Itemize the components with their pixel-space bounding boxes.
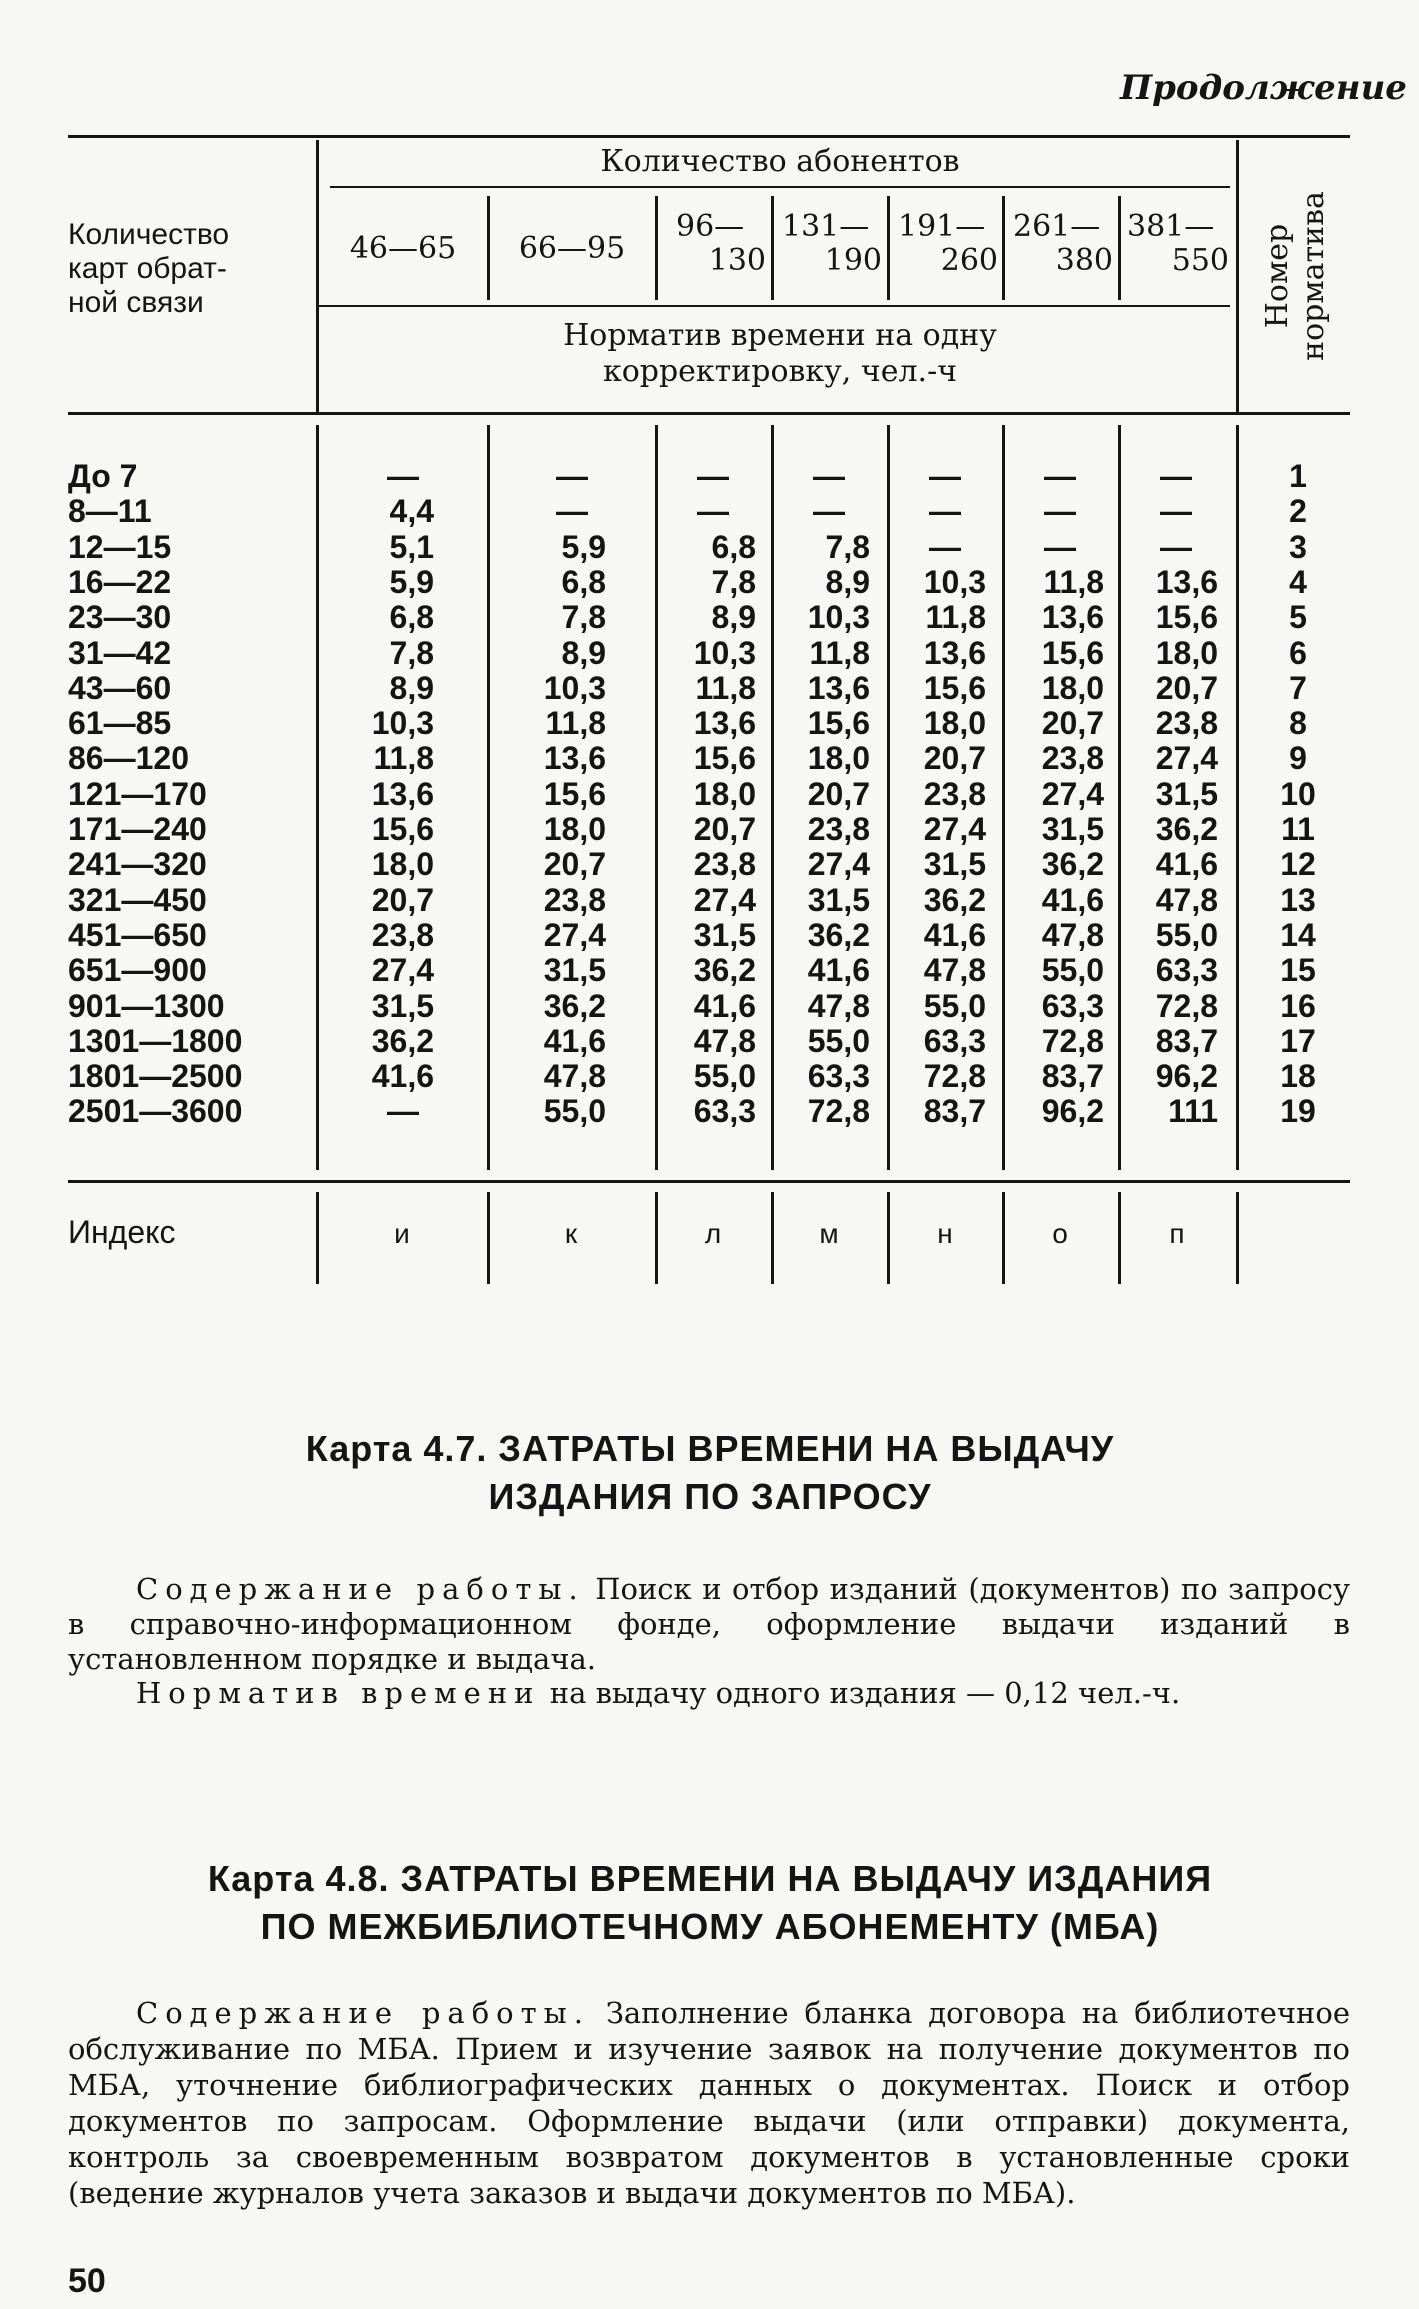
table-cell: 41,6	[807, 952, 870, 988]
col-rule	[316, 1192, 319, 1284]
table-cell: —	[556, 493, 588, 529]
table-cell: 55,0	[1041, 952, 1104, 988]
row-number: 5	[1289, 599, 1307, 635]
card47-title-line: Карта 4.7. ЗАТРАТЫ ВРЕМЕНИ НА ВЫДАЧУ	[305, 1428, 1115, 1469]
table-cell: —	[556, 458, 588, 494]
column-header-line: 191—	[898, 209, 986, 244]
table-cell: 7,8	[711, 564, 756, 600]
row-number: 11	[1281, 811, 1315, 847]
table-cell: 36,2	[1155, 811, 1218, 847]
table-cell: 18,0	[693, 776, 756, 812]
table-cell: 15,6	[807, 705, 870, 741]
col-rule	[1002, 1192, 1005, 1284]
table-cell: 15,6	[371, 811, 434, 847]
table-cell: 41,6	[543, 1023, 606, 1059]
table-cell: 63,3	[1155, 952, 1218, 988]
table-cell: 27,4	[543, 917, 606, 953]
table-cell: —	[1044, 493, 1076, 529]
table-cell: 96,2	[1041, 1093, 1104, 1129]
table-cell: 63,3	[807, 1058, 870, 1094]
row-number: 14	[1280, 917, 1316, 953]
row-number: 2	[1289, 493, 1307, 529]
table-cell: 18,0	[923, 705, 986, 741]
col-rule	[887, 196, 890, 300]
row-number: 16	[1280, 988, 1316, 1024]
table-cell: 11,8	[1043, 564, 1104, 600]
page-number: 50	[68, 2262, 106, 2300]
table-cell: —	[929, 458, 961, 494]
subheader-line: корректировку, чел.-ч	[602, 354, 958, 389]
table-cell: 5,9	[389, 564, 434, 600]
col-rule	[655, 1192, 658, 1284]
table-cell: 55,0	[693, 1058, 756, 1094]
table-cell: 47,8	[693, 1023, 756, 1059]
table-cell: —	[813, 458, 845, 494]
content-text: Поиск и отбор изданий (документов) по запросу в справочно-информационном фонде, оформление выдачи изданий в установленном порядке и выдача.	[68, 1572, 1351, 1676]
table-cell: 83,7	[1155, 1023, 1218, 1059]
number-header-line: норматива	[1296, 191, 1331, 361]
row-label: 171—240	[68, 811, 207, 847]
table-cell: 13,6	[923, 635, 986, 671]
table-cell: 6,8	[711, 529, 756, 565]
column-header-line: 190	[824, 243, 882, 278]
table-cell: 11,8	[695, 670, 756, 706]
table-cell: —	[697, 458, 729, 494]
row-label: 451—650	[68, 917, 207, 953]
table-cell: 10,3	[371, 705, 434, 741]
column-header-line: 66—95	[518, 231, 626, 266]
content-text: Заполнение бланка договора на библиотечное обслуживание по МБА. Прием и изучение заявок на получение документов по МБА, уточнение библиографических данных о документах. Поиск и отбор документов по запросам. Оформление выдачи (или отправки) документа, контроль за своевременным возвратом документов в установленные сроки (ведение журналов учета заказов и выдачи документов по МБА).	[68, 1996, 1350, 2210]
row-header-line: ной связи	[68, 286, 204, 319]
table-cell: 6,8	[561, 564, 606, 600]
table-cell: 55,0	[543, 1093, 606, 1129]
card47-norm	[68, 1676, 1350, 1711]
col-rule	[487, 196, 490, 300]
col-rule	[1118, 196, 1121, 300]
column-header-4	[776, 210, 882, 278]
table-cell: 10,3	[543, 670, 606, 706]
table-cell: 41,6	[693, 988, 756, 1024]
col-rule	[1118, 1192, 1121, 1284]
table-cell: 63,3	[1041, 988, 1104, 1024]
table-cell: 18,0	[807, 740, 870, 776]
table-cell: 96,2	[1155, 1058, 1218, 1094]
column-header-2	[492, 231, 652, 267]
group-header: Количество абонентов	[600, 144, 960, 179]
table-cell: 47,8	[807, 988, 870, 1024]
table-cell: 72,8	[807, 1093, 870, 1129]
index-cell: н	[937, 1218, 953, 1249]
row-number: 10	[1280, 776, 1316, 812]
row-label: 8—11	[68, 493, 152, 529]
row-label: 16—22	[68, 564, 172, 600]
table-cell: 20,7	[693, 811, 756, 847]
col-rule	[487, 1192, 490, 1284]
table-cell: 18,0	[543, 811, 606, 847]
row-label: 651—900	[68, 952, 207, 988]
table-cell: 6,8	[389, 599, 434, 635]
column-header-3	[660, 210, 766, 278]
card48-title	[100, 1855, 1320, 1951]
table-cell: —	[1160, 458, 1192, 494]
table-cell: —	[1044, 458, 1076, 494]
row-header-line: карт обрат-	[68, 252, 227, 285]
table-cell: 23,8	[371, 917, 434, 953]
table-cell: —	[929, 493, 961, 529]
table-cell: 13,6	[543, 740, 606, 776]
table-cell: 20,7	[923, 740, 986, 776]
table-cell: 31,5	[543, 952, 606, 988]
card47-content	[68, 1572, 1350, 1677]
row-header	[68, 218, 308, 320]
column-header-line: 130	[708, 243, 766, 278]
row-number: 6	[1289, 635, 1307, 671]
row-label: 1801—2500	[68, 1058, 243, 1094]
table-cell: 15,6	[1041, 635, 1104, 671]
table-cell: 13,6	[371, 776, 434, 812]
row-label: 86—120	[68, 740, 189, 776]
table-cell: 5,1	[389, 529, 434, 565]
table-cell: 20,7	[1155, 670, 1218, 706]
table-cell: 41,6	[371, 1058, 434, 1094]
table-cell: 27,4	[1041, 776, 1104, 812]
row-header-line: Количество	[68, 218, 230, 251]
index-cell: о	[1052, 1218, 1068, 1249]
row-label: 31—42	[68, 635, 172, 671]
column-header-line: 131—	[782, 209, 870, 244]
row-number: 3	[1289, 529, 1307, 565]
table-cell: 47,8	[1041, 917, 1104, 953]
table-cell: 55,0	[807, 1023, 870, 1059]
table-cell: 63,3	[693, 1093, 756, 1129]
row-number: 17	[1280, 1023, 1316, 1059]
table-cell: 31,5	[371, 988, 434, 1024]
table-cell: 8,9	[825, 564, 870, 600]
table-cell: 10,3	[693, 635, 756, 671]
table-cell: 11,8	[925, 599, 986, 635]
row-label: 43—60	[68, 670, 172, 706]
table-cell: 13,6	[1155, 564, 1218, 600]
table-cell: 83,7	[1041, 1058, 1104, 1094]
table-cell: 11,8	[545, 705, 606, 741]
row-label: 61—85	[68, 705, 172, 741]
table-cell: 13,6	[693, 705, 756, 741]
row-number: 19	[1280, 1093, 1316, 1129]
table-cell: 23,8	[807, 811, 870, 847]
table-cell: 63,3	[923, 1023, 986, 1059]
table-cell: 111	[1168, 1093, 1218, 1129]
table-cell: 8,9	[711, 599, 756, 635]
table-cell: 41,6	[1155, 846, 1218, 882]
number-column-header	[1242, 140, 1350, 412]
column-header-7	[1123, 210, 1229, 278]
table-cell: 23,8	[693, 846, 756, 882]
table-cell: 72,8	[1041, 1023, 1104, 1059]
col-rule	[316, 425, 319, 1170]
norm-lead: Норматив времени	[136, 1676, 541, 1710]
index-cell: л	[704, 1218, 722, 1249]
norm-text: на выдачу одного издания — 0,12 чел.-ч.	[549, 1676, 1181, 1710]
index-cell: п	[1169, 1218, 1185, 1249]
index-cell: м	[819, 1218, 839, 1249]
table-cell: 27,4	[693, 882, 756, 918]
table-cell: 36,2	[543, 988, 606, 1024]
row-number: 12	[1280, 846, 1316, 882]
col-rule	[1236, 140, 1239, 412]
column-header-line: 381—	[1127, 209, 1215, 244]
row-number: 1	[1289, 458, 1307, 494]
index-cell: и	[394, 1218, 410, 1249]
col-rule	[771, 1192, 774, 1284]
table-cell: 10,3	[807, 599, 870, 635]
column-header-line: 96—	[676, 209, 745, 244]
table-cell: 4,4	[389, 493, 434, 529]
col-rule	[487, 425, 490, 1170]
table-cell: 27,4	[807, 846, 870, 882]
table-cell: 23,8	[923, 776, 986, 812]
col-rule	[1236, 1192, 1239, 1284]
table-cell: 27,4	[923, 811, 986, 847]
table-cell: 72,8	[1155, 988, 1218, 1024]
table-cell: 47,8	[543, 1058, 606, 1094]
table-cell: 27,4	[371, 952, 434, 988]
table-cell: —	[929, 529, 961, 565]
col-rule	[1002, 196, 1005, 300]
table-cell: 8,9	[389, 670, 434, 706]
row-number: 4	[1289, 564, 1307, 600]
card48-content	[68, 1995, 1350, 2211]
table-cell: —	[1160, 529, 1192, 565]
row-label: 121—170	[68, 776, 207, 812]
table-subheader	[330, 318, 1230, 390]
table-cell: 7,8	[389, 635, 434, 671]
table-cell: 47,8	[923, 952, 986, 988]
column-header-6	[1007, 210, 1113, 278]
row-number: 9	[1289, 740, 1307, 776]
table-cell: 72,8	[923, 1058, 986, 1094]
table-cell: 36,2	[371, 1023, 434, 1059]
table-cell: 20,7	[543, 846, 606, 882]
row-number: 15	[1280, 952, 1316, 988]
table-cell: 23,8	[1041, 740, 1104, 776]
row-number: 18	[1280, 1058, 1316, 1094]
continuation-label: Продолжение	[1120, 68, 1407, 108]
table-cell: 7,8	[561, 599, 606, 635]
row-label: 1301—1800	[68, 1023, 243, 1059]
table-cell: 18,0	[1041, 670, 1104, 706]
table-cell: 15,6	[543, 776, 606, 812]
table-cell: 8,9	[561, 635, 606, 671]
col-rule	[1236, 425, 1239, 1170]
table-cell: —	[1044, 529, 1076, 565]
table-cell: 5,9	[561, 529, 606, 565]
card47-title	[100, 1425, 1320, 1521]
table-cell: 36,2	[807, 917, 870, 953]
table-cell: 18,0	[1155, 635, 1218, 671]
row-number: 13	[1280, 882, 1316, 918]
table-cell: 11,8	[373, 740, 434, 776]
table-cell: 47,8	[1155, 882, 1218, 918]
row-number: 7	[1289, 670, 1307, 706]
table-cell: 7,8	[825, 529, 870, 565]
number-header-line: Номер	[1260, 223, 1295, 329]
table-cell: 55,0	[1155, 917, 1218, 953]
header-bottom-rule	[68, 412, 1350, 415]
row-label: До 7	[68, 458, 138, 494]
table-cell: 15,6	[693, 740, 756, 776]
column-header-5	[892, 210, 998, 278]
card48-title-line: ПО МЕЖБИБЛИОТЕЧНОМУ АБОНЕМЕНТУ (МБА)	[260, 1906, 1160, 1947]
col-rule	[655, 196, 658, 300]
index-label: Индекс	[68, 1214, 176, 1250]
table-cell: 15,6	[923, 670, 986, 706]
table-cell: 36,2	[923, 882, 986, 918]
table-cell: 31,5	[923, 846, 986, 882]
subheader-line: Норматив времени на одну	[563, 318, 997, 353]
table-top-rule	[68, 135, 1350, 138]
table-cell: 18,0	[371, 846, 434, 882]
table-cell: 83,7	[923, 1093, 986, 1129]
table-cell: 15,6	[1155, 599, 1218, 635]
card47-title-line: ИЗДАНИЯ ПО ЗАПРОСУ	[488, 1476, 932, 1517]
content-lead: Содержание работы.	[136, 1572, 585, 1606]
table-cell: 20,7	[371, 882, 434, 918]
column-header-line: 261—	[1013, 209, 1101, 244]
table-cell: —	[387, 1093, 419, 1129]
column-header-1	[322, 231, 484, 267]
row-label: 321—450	[68, 882, 207, 918]
table-cell: 36,2	[1041, 846, 1104, 882]
content-lead: Содержание работы.	[136, 1996, 590, 2030]
table-cell: 27,4	[1155, 740, 1218, 776]
row-label: 23—30	[68, 599, 172, 635]
table-cell: 31,5	[807, 882, 870, 918]
row-number: 8	[1289, 705, 1307, 741]
table-cell: 36,2	[693, 952, 756, 988]
col-rule	[887, 1192, 890, 1284]
row-label: 2501—3600	[68, 1093, 243, 1129]
subheader-rule	[318, 305, 1230, 307]
table-cell: 41,6	[1041, 882, 1104, 918]
table-cell: —	[697, 493, 729, 529]
table-cell: 31,5	[1041, 811, 1104, 847]
table-cell: —	[1160, 493, 1192, 529]
table-cell: 20,7	[1041, 705, 1104, 741]
index-top-rule	[68, 1180, 1350, 1183]
table-cell: 11,8	[809, 635, 870, 671]
col-rule	[771, 196, 774, 300]
table-cell: 20,7	[807, 776, 870, 812]
column-header-line: 380	[1055, 243, 1113, 278]
column-header-line: 46—65	[349, 231, 457, 266]
table-cell: 10,3	[923, 564, 986, 600]
group-header-rule	[330, 186, 1230, 188]
table-cell: 41,6	[923, 917, 986, 953]
table-cell: —	[387, 458, 419, 494]
row-label: 901—1300	[68, 988, 225, 1024]
table-cell: 13,6	[1041, 599, 1104, 635]
col-rule	[316, 140, 319, 412]
index-cell: к	[564, 1218, 578, 1249]
column-header-line: 550	[1171, 243, 1229, 278]
table-cell: 31,5	[1155, 776, 1218, 812]
row-label: 12—15	[68, 529, 172, 565]
table-cell: 23,8	[543, 882, 606, 918]
table-cell: 31,5	[693, 917, 756, 953]
column-header-line: 260	[940, 243, 998, 278]
table-cell: —	[813, 493, 845, 529]
table-cell: 13,6	[807, 670, 870, 706]
table-cell: 55,0	[923, 988, 986, 1024]
card48-title-line: Карта 4.8. ЗАТРАТЫ ВРЕМЕНИ НА ВЫДАЧУ ИЗДАНИЯ	[207, 1858, 1213, 1899]
row-label: 241—320	[68, 846, 207, 882]
table-cell: 23,8	[1155, 705, 1218, 741]
